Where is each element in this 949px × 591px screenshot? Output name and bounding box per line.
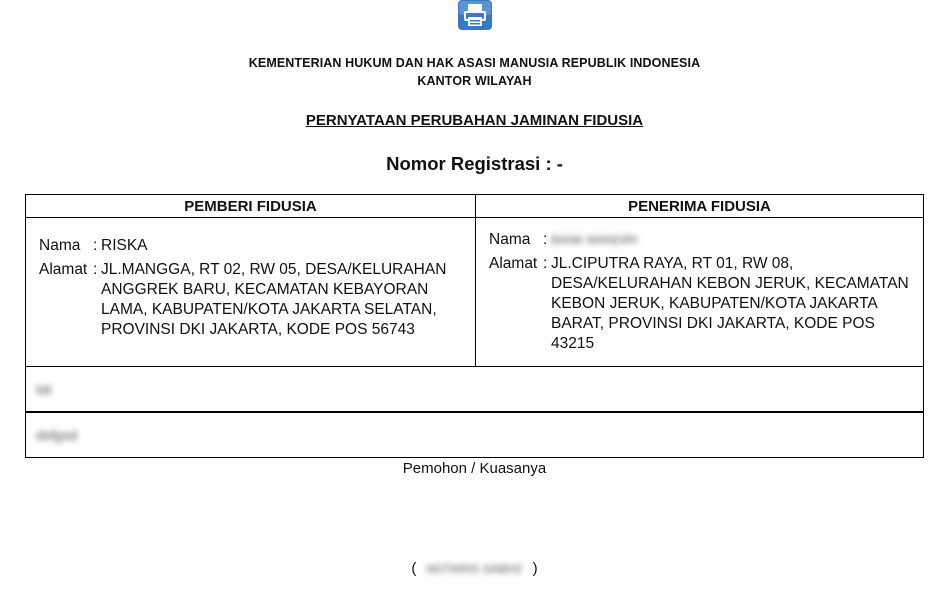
giver-name-separator: : — [93, 237, 98, 254]
signatory-name: NOTARIS SABHZ — [426, 562, 523, 576]
giver-name-row — [39, 236, 467, 256]
extra-row-2 — [26, 412, 924, 458]
signatory-line — [0, 560, 949, 577]
receiver-name-separator: : — [543, 231, 548, 248]
ministry-name: KEMENTERIAN HUKUM DAN HAK ASASI MANUSIA REPUBLIK INDONESIA — [248, 56, 701, 70]
open-parenthesis: ( — [411, 560, 417, 577]
receiver-address-label: Alamat — [489, 255, 538, 272]
giver-address-value: JL.MANGGA, RT 02, RW 05, DESA/KELURAHAN ANGGREK BARU, KECAMATAN KEBAYORAN LAMA, KABUPATEN/KOTA JAKARTA SELATAN, PROVINSI DKI JAKARTA, KODE POS 56743 — [101, 261, 447, 338]
receiver-address-separator: : — [543, 255, 548, 272]
fiducia-parties-table — [25, 194, 924, 458]
giver-name-label: Nama — [39, 237, 81, 254]
giver-address-separator: : — [93, 261, 98, 278]
giver-address-row — [39, 260, 467, 340]
receiver-address-value: JL.CIPUTRA RAYA, RT 01, RW 08, DESA/KELURAHAN KEBON JERUK, KECAMATAN KEBON JERUK, KABUPATEN/KOTA JAKARTA BARAT, PROVINSI DKI JAKARTA, KODE POS 43215 — [551, 255, 909, 352]
document-title: PERNYATAAN PERUBAHAN JAMINAN FIDUSIA — [305, 112, 644, 129]
extra-row-2-text: dsfgsd — [36, 427, 78, 443]
table-header-row — [26, 195, 924, 218]
receiver-cell — [476, 218, 924, 367]
receiver-name-label: Nama — [489, 231, 531, 248]
signatory-role: Pemohon / Kuasanya — [402, 460, 547, 477]
parties-row — [26, 218, 924, 367]
office-name: KANTOR WILAYAH — [417, 74, 532, 88]
column-header-giver: PEMBERI FIDUSIA — [26, 195, 476, 218]
printer-icon — [458, 0, 492, 30]
giver-name-value: RISKA — [101, 237, 148, 254]
extra-row-1 — [26, 367, 924, 413]
extra-row-1-text: tat — [36, 381, 52, 397]
giver-address-label: Alamat — [39, 261, 88, 278]
close-parenthesis: ) — [532, 560, 538, 577]
giver-cell — [26, 218, 476, 367]
receiver-name-row — [489, 230, 915, 250]
receiver-address-row — [489, 254, 915, 354]
receiver-name-value: BANK MANDIRI — [551, 233, 638, 247]
column-header-receiver: PENERIMA FIDUSIA — [476, 195, 924, 218]
registration-number: Nomor Registrasi : - — [386, 153, 563, 174]
print-button[interactable] — [458, 0, 492, 30]
